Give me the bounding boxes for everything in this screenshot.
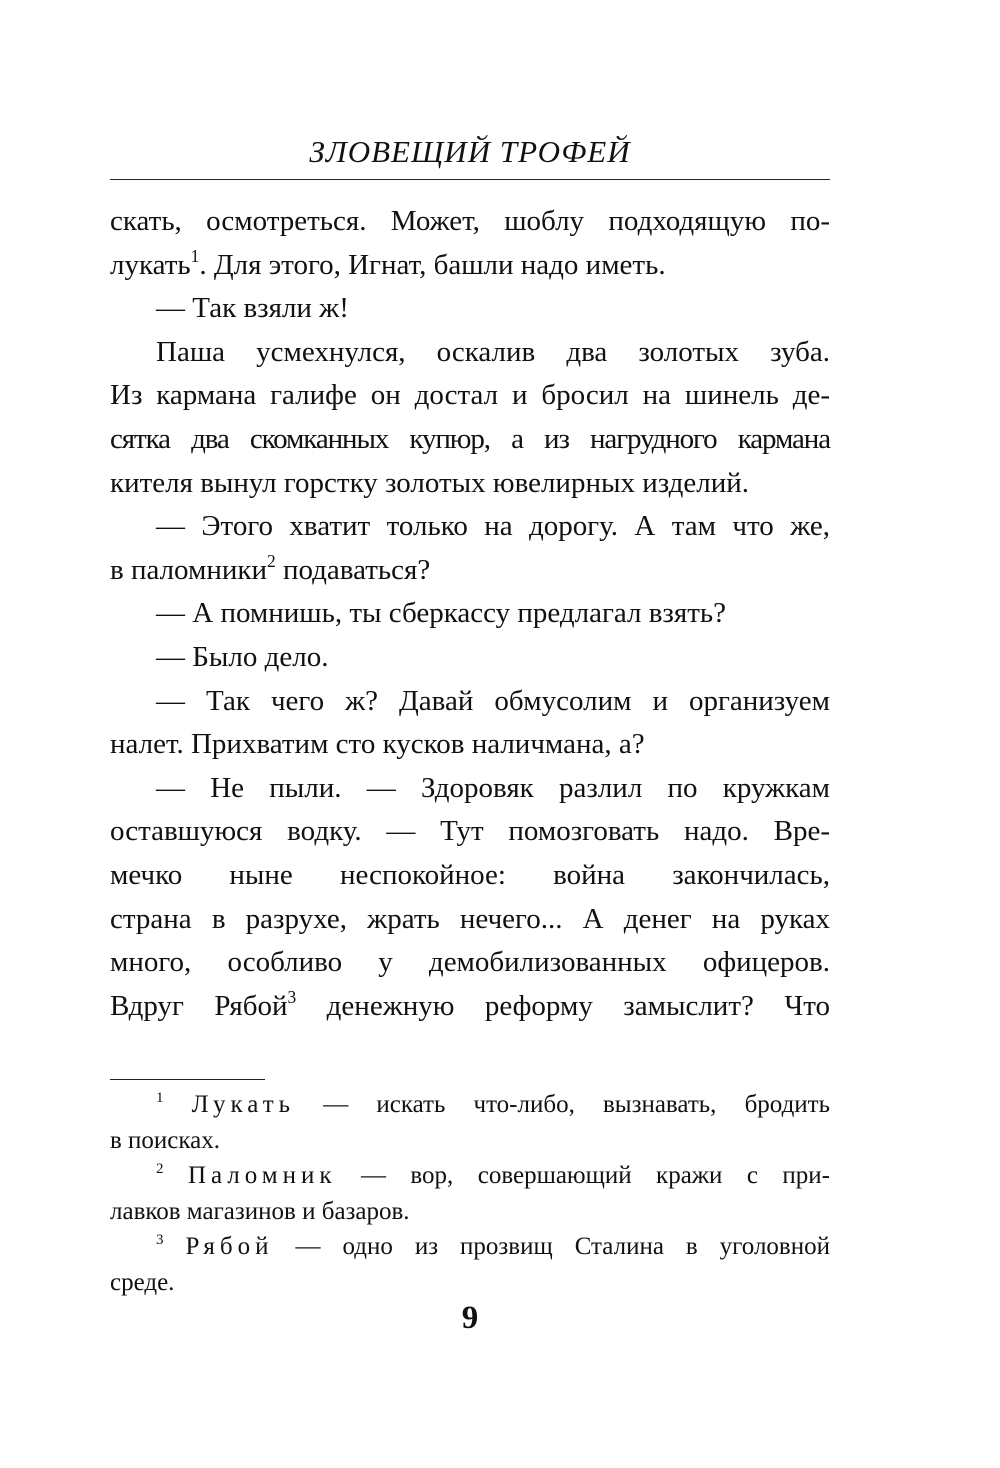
text-line	[110, 985, 830, 1029]
dialogue-line	[110, 287, 830, 331]
footnote-term: Паломник	[187, 1162, 337, 1189]
text-span: много, особливо у демобилизованных офицеров.	[110, 946, 830, 979]
footnote-number: 1	[156, 1089, 164, 1106]
footnote-text: — одно из прозвищ Сталина в уголовной	[273, 1233, 830, 1260]
text-span: Паша усмехнулся, оскалив два золотых зуба.	[156, 335, 830, 368]
text-line	[110, 331, 830, 375]
dialogue-line	[110, 505, 830, 549]
dialogue-line	[110, 592, 830, 636]
text-line	[110, 810, 830, 854]
text-span: налет. Прихватим сто кусков наличмана, а?	[110, 728, 645, 761]
footnote-number: 2	[156, 1160, 164, 1177]
footnote-text: — искать что-либо, вызнавать, бродить	[295, 1091, 831, 1118]
running-head: ЗЛОВЕЩИЙ ТРОФЕЙ	[309, 134, 631, 169]
text-line	[110, 462, 830, 506]
footnote-text: в поисках.	[110, 1126, 221, 1154]
footnote-2-line	[110, 1194, 830, 1230]
dialogue-line	[110, 680, 830, 724]
page-number: 9	[461, 1300, 479, 1336]
text-span: — Не пыли. — Здоровяк разлил по кружкам	[156, 771, 830, 804]
footnote-1-line	[110, 1123, 830, 1159]
text-line	[110, 200, 830, 244]
text-span: сятка два скомканных купюр, а из нагрудного кармана	[110, 422, 830, 455]
text-line	[110, 723, 830, 767]
footnote-term: Рябой	[185, 1233, 274, 1260]
text-line	[110, 549, 830, 593]
text-span: кителя вынул горстку золотых ювелирных изделий.	[110, 466, 750, 499]
footnotes	[110, 1087, 830, 1300]
text-span: оставшуюся водку. — Тут помозговать надо. Вре-	[110, 815, 830, 848]
text-span: денежную реформу замыслит? Что	[296, 989, 830, 1022]
footnote-number: 3	[156, 1231, 164, 1248]
footnote-text: лавков магазинов и базаров.	[110, 1197, 410, 1225]
footnote-ref-3: 3	[287, 987, 297, 1008]
text-span: страна в разрухе, жрать нечего... А денег на руках	[110, 902, 830, 935]
footnote-rule	[110, 1079, 265, 1080]
body-text	[110, 200, 830, 1028]
footnote-3-line	[110, 1265, 830, 1301]
text-span: Вдруг Рябой	[110, 989, 288, 1022]
text-span: мечко ныне неспокойное: война закончилась,	[110, 858, 830, 891]
text-span: Из кармана галифе он достал и бросил на шинель де-	[110, 379, 830, 412]
text-line	[110, 941, 830, 985]
footnote-text: — вор, совершающий кражи с при-	[336, 1162, 830, 1189]
text-span: — Так чего ж? Давай обмусолим и организуем	[156, 684, 830, 717]
text-span: — Этого хватит только на дорогу. А там что же,	[156, 510, 830, 543]
text-line	[110, 854, 830, 898]
footnote-3-line	[110, 1229, 830, 1265]
footnote-term: Лукать	[191, 1091, 296, 1118]
footnote-ref-2: 2	[267, 551, 276, 572]
text-span: . Для этого, Игнат, башли надо иметь.	[199, 248, 666, 281]
dialogue-line	[110, 636, 830, 680]
text-line	[110, 374, 830, 418]
text-span: скать, осмотреться. Может, шоблу подходящую по-	[110, 205, 830, 237]
text-span: — Было дело.	[156, 640, 329, 673]
footnote-2-line	[110, 1158, 830, 1194]
header-rule	[110, 179, 830, 180]
text-span: подаваться?	[275, 553, 431, 586]
footnote-text: среде.	[110, 1268, 175, 1296]
footnote-ref-1: 1	[190, 246, 200, 267]
dialogue-line	[110, 767, 830, 811]
text-line	[110, 418, 830, 462]
text-span: в паломники	[110, 553, 268, 586]
footnote-1-line	[110, 1087, 830, 1123]
text-span: лукать	[110, 248, 191, 281]
text-span: — А помнишь, ты сберкассу предлагал взять?	[156, 597, 726, 630]
text-line	[110, 898, 830, 942]
text-span: — Так взяли ж!	[156, 292, 349, 325]
text-line	[110, 244, 830, 288]
